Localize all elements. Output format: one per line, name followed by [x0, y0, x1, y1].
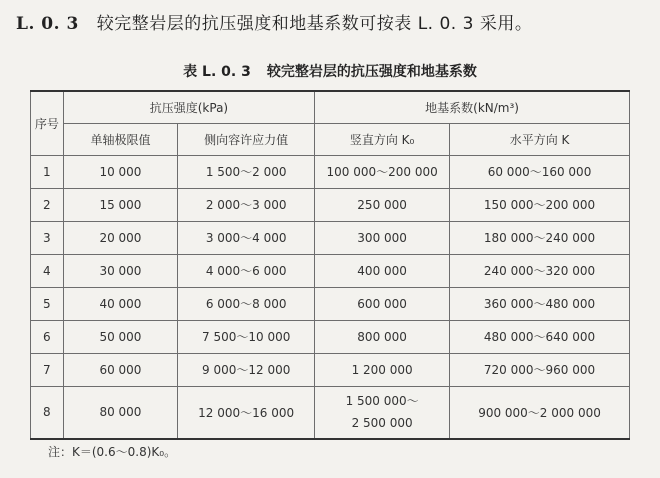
cell-lateral: 3 000～4 000: [178, 221, 315, 254]
table-note: 注：K＝(0.6～0.8)K₀。: [48, 445, 177, 459]
cell-vertical: [315, 287, 450, 320]
table-body: [31, 155, 630, 439]
cell-index: 5: [31, 287, 64, 320]
cell-lateral: 4 000～6 000: [178, 254, 315, 287]
cell-uniaxial: 20 000: [63, 221, 177, 254]
header-subgrade-modulus: 地基系数(kN/m³): [315, 91, 630, 123]
cell-uniaxial: 60 000: [63, 353, 177, 386]
table-row: [31, 386, 630, 439]
cell-horizontal: 60 000～160 000: [450, 155, 630, 188]
table-row: [31, 221, 630, 254]
header-compressive-strength: 抗压强度(kPa): [63, 91, 314, 123]
cell-lateral: 7 500～10 000: [178, 320, 315, 353]
cell-horizontal: 180 000～240 000: [450, 221, 630, 254]
table-row: [31, 320, 630, 353]
cell-lateral: 9 000～12 000: [178, 353, 315, 386]
cell-horizontal: 900 000～2 000 000: [450, 386, 630, 439]
cell-vertical-line: 250 000: [357, 197, 407, 212]
cell-vertical: [315, 188, 450, 221]
cell-uniaxial: 50 000: [63, 320, 177, 353]
header-vertical-k0: 竖直方向 K₀: [315, 123, 450, 155]
cell-vertical-line: 1 200 000: [351, 362, 413, 377]
cell-index: 7: [31, 353, 64, 386]
cell-uniaxial: 10 000: [63, 155, 177, 188]
table-caption: [0, 61, 660, 81]
cell-uniaxial: 40 000: [63, 287, 177, 320]
cell-vertical-line: 400 000: [357, 263, 407, 278]
table-row: [31, 254, 630, 287]
clause-number: L. 0. 3: [16, 14, 79, 34]
header-row-columns: [31, 123, 630, 155]
cell-lateral: 12 000～16 000: [178, 386, 315, 439]
header-index: 序号: [31, 91, 64, 155]
cell-vertical-line: 800 000: [357, 329, 407, 344]
cell-lateral: 2 000～3 000: [178, 188, 315, 221]
cell-horizontal: 720 000～960 000: [450, 353, 630, 386]
cell-vertical-line: 2 500 000: [351, 416, 413, 431]
cell-index: 1: [31, 155, 64, 188]
table-row: [31, 155, 630, 188]
table-row: [31, 287, 630, 320]
header-horizontal-k: 水平方向 K: [450, 123, 630, 155]
cell-uniaxial: 15 000: [63, 188, 177, 221]
cell-vertical-line: 300 000: [357, 230, 407, 245]
cell-uniaxial: 80 000: [63, 386, 177, 439]
cell-lateral: 1 500～2 000: [178, 155, 315, 188]
clause-text: 较完整岩层的抗压强度和地基系数可按表 L. 0. 3 采用。: [96, 14, 533, 34]
cell-index: 2: [31, 188, 64, 221]
cell-horizontal: 480 000～640 000: [450, 320, 630, 353]
cell-horizontal: 360 000～480 000: [450, 287, 630, 320]
table-caption-title: 较完整岩层的抗压强度和地基系数: [266, 64, 477, 80]
cell-uniaxial: 30 000: [63, 254, 177, 287]
cell-vertical: [315, 155, 450, 188]
table-caption-number: 表 L. 0. 3: [183, 64, 251, 80]
cell-lateral: 6 000～8 000: [178, 287, 315, 320]
cell-vertical: [315, 353, 450, 386]
table-row: [31, 188, 630, 221]
cell-index: 6: [31, 320, 64, 353]
cell-vertical: [315, 320, 450, 353]
cell-index: 4: [31, 254, 64, 287]
cell-vertical-line: 1 500 000～: [345, 394, 419, 409]
table-row: [31, 353, 630, 386]
header-uniaxial-ultimate: 单轴极限值: [63, 123, 177, 155]
cell-vertical: [315, 386, 450, 439]
cell-horizontal: 240 000～320 000: [450, 254, 630, 287]
cell-vertical: [315, 254, 450, 287]
cell-vertical: [315, 221, 450, 254]
cell-index: 8: [31, 386, 64, 439]
cell-index: 3: [31, 221, 64, 254]
rock-strength-table: [30, 90, 630, 440]
cell-vertical-line: 100 000～200 000: [326, 164, 438, 179]
cell-vertical-line: 600 000: [357, 296, 407, 311]
header-row-group: [31, 91, 630, 123]
cell-horizontal: 150 000～200 000: [450, 188, 630, 221]
clause-line: [16, 9, 532, 34]
header-lateral-allowable: 侧向容许应力值: [178, 123, 315, 155]
